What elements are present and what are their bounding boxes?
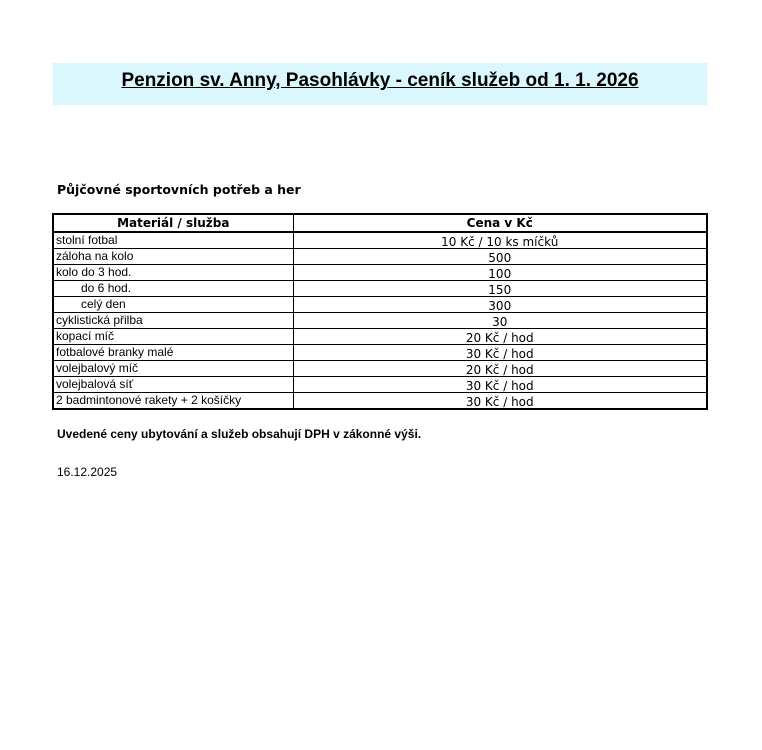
price-cell xyxy=(293,393,707,410)
price-cell xyxy=(293,265,707,281)
price-value: 30 xyxy=(492,315,508,329)
page-title: Penzion sv. Anny, Pasohlávky - ceník služeb od 1. 1. 2026 xyxy=(121,70,639,91)
section-heading: Půjčovné sportovních potřeb a her xyxy=(57,182,301,197)
price-cell xyxy=(293,329,707,345)
price-cell xyxy=(293,377,707,393)
item-cell: volejbalový míč xyxy=(53,361,293,377)
price-value: 10 Kč / 10 ks míčků xyxy=(441,235,559,249)
table-row xyxy=(53,265,707,281)
item-cell: cyklistická přilba xyxy=(53,313,293,329)
item-cell: volejbalová síť xyxy=(53,377,293,393)
price-value: 30 Kč / hod xyxy=(465,379,534,393)
price-value: 20 Kč / hod xyxy=(465,331,534,345)
table-row xyxy=(53,361,707,377)
title-banner xyxy=(53,63,707,105)
price-cell xyxy=(293,361,707,377)
table-row xyxy=(53,313,707,329)
item-cell: stolní fotbal xyxy=(53,232,293,249)
price-value: 500 xyxy=(488,251,512,265)
price-cell xyxy=(293,281,707,297)
column-header-price: Cena v Kč xyxy=(293,214,707,232)
price-table xyxy=(52,213,708,410)
item-cell: 2 badmintonové rakety + 2 košíčky xyxy=(53,393,293,410)
table-row xyxy=(53,329,707,345)
item-cell: kolo do 3 hod. xyxy=(53,265,293,281)
column-header-item: Materiál / služba xyxy=(53,214,293,232)
price-cell xyxy=(293,249,707,265)
item-cell: záloha na kolo xyxy=(53,249,293,265)
price-cell xyxy=(293,297,707,313)
table-row xyxy=(53,297,707,313)
price-value: 100 xyxy=(488,267,512,281)
table-row xyxy=(53,393,707,410)
table-row xyxy=(53,232,707,249)
table-row xyxy=(53,281,707,297)
price-value: 300 xyxy=(488,299,512,313)
table-row xyxy=(53,249,707,265)
price-value: 20 Kč / hod xyxy=(465,363,534,377)
price-cell xyxy=(293,345,707,361)
item-cell: fotbalové branky malé xyxy=(53,345,293,361)
item-cell: kopací míč xyxy=(53,329,293,345)
price-value: 30 Kč / hod xyxy=(465,347,534,361)
table-row xyxy=(53,345,707,361)
item-cell: do 6 hod. xyxy=(53,281,293,297)
item-cell: celý den xyxy=(53,297,293,313)
price-cell xyxy=(293,232,707,249)
vat-note: Uvedené ceny ubytování a služeb obsahují DPH v zákonné výši. xyxy=(57,427,422,441)
table-header-row xyxy=(53,214,707,232)
price-cell xyxy=(293,313,707,329)
document-date: 16.12.2025 xyxy=(57,465,118,479)
price-value: 150 xyxy=(488,283,512,297)
table-row xyxy=(53,377,707,393)
price-value: 30 Kč / hod xyxy=(465,395,534,409)
